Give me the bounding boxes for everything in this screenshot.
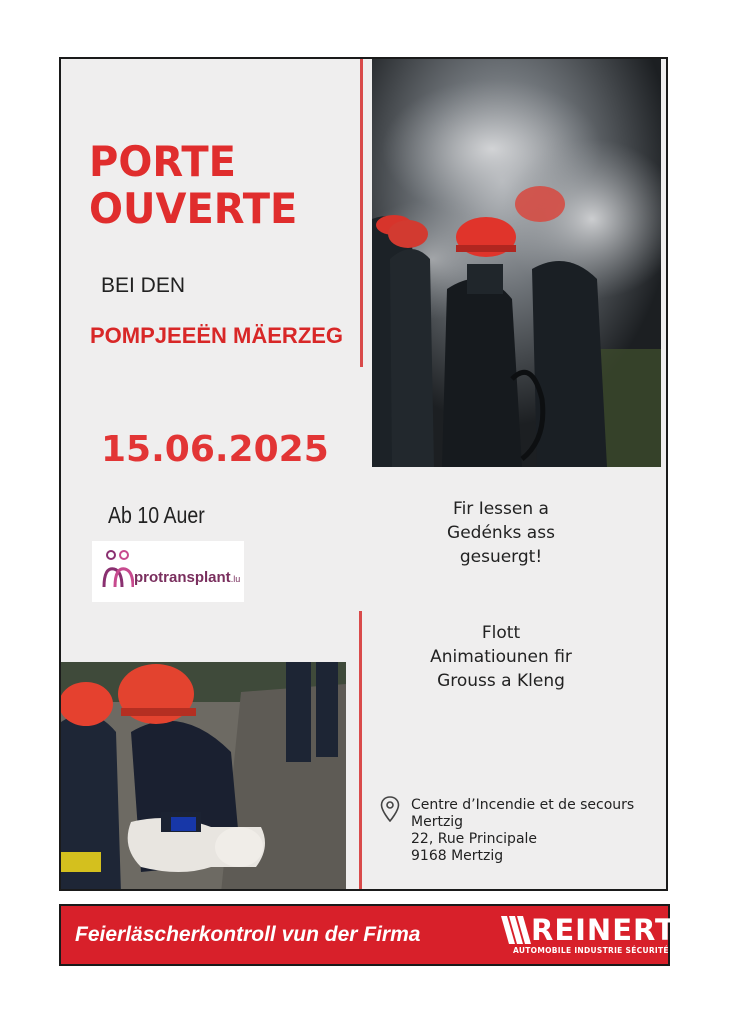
location-pin-icon: [380, 796, 400, 822]
animation-line: Grouss a Kleng: [437, 671, 565, 691]
address-line: Centre d’Incendie et de secours: [411, 797, 635, 813]
cpr-training-photo: [61, 662, 346, 891]
organizer-name: POMPJEEËN MÄERZEG: [90, 323, 344, 348]
event-title-line2: OUVERTE: [89, 185, 298, 234]
event-title-line1: PORTE: [89, 137, 236, 187]
event-title: [89, 139, 297, 234]
animation-line: Animatiounen fir: [430, 647, 572, 667]
reinert-brand-name: REINERT: [531, 913, 676, 947]
food-line: Fir Iessen a: [453, 499, 549, 519]
event-time: Ab 10 Auer: [108, 502, 205, 528]
animation-line: Flott: [481, 623, 521, 643]
address-line: Mertzig: [411, 814, 464, 830]
animation-info: [376, 621, 626, 693]
protransplant-logo-text: protransplant.lu: [134, 569, 241, 586]
protransplant-figures-icon: [102, 549, 134, 589]
address-line: 22, Rue Principale: [411, 831, 538, 847]
food-line: Gedénks ass: [447, 523, 555, 543]
reinert-logo: [501, 913, 676, 960]
reinert-tagline: AUTOMOBILE INDUSTRIE SÉCURITÉ: [513, 946, 669, 955]
reinert-chevrons-icon: [501, 916, 535, 944]
address-line: 9168 Mertzig: [411, 848, 504, 864]
divider-bottom: [359, 611, 362, 891]
protransplant-logo: [92, 541, 244, 602]
poster: [59, 57, 668, 891]
firefighters-smoke-photo: [372, 59, 661, 467]
event-subtitle: BEI DEN: [101, 274, 186, 297]
divider-top: [360, 59, 363, 367]
venue-address: [411, 797, 634, 865]
event-date: 15.06.2025: [101, 429, 329, 470]
food-info: [376, 497, 626, 569]
sponsor-footer: [59, 904, 676, 966]
footer-text: Feierläscherkontroll vun der Firma: [75, 923, 421, 946]
food-line: gesuergt!: [459, 547, 543, 567]
